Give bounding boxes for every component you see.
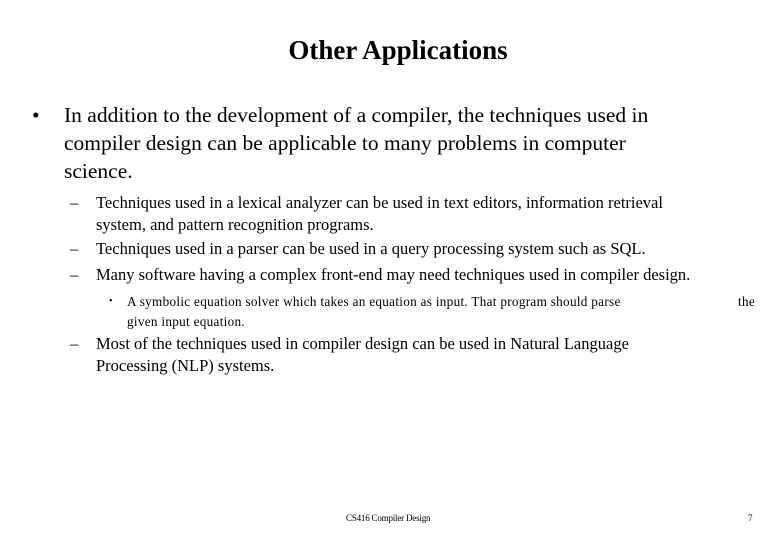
sub-bullet-line: Techniques used in a lexical analyzer can be used in text editors, information retrieval: [96, 193, 663, 212]
dash-icon: –: [70, 193, 79, 212]
sub-bullet-line: Most of the techniques used in compiler design can be used in Natural Language: [96, 334, 629, 353]
sub-bullet-line: Techniques used in a parser can be used in a query processing system such as SQL.: [96, 239, 646, 258]
main-bullet-line: compiler design can be applicable to many problems in computer: [64, 131, 626, 155]
sub-sub-bullet-line: A symbolic equation solver which takes an equation as input. That program should parse: [127, 294, 621, 309]
slide-title: Other Applications: [288, 35, 508, 65]
main-bullet-line: In addition to the development of a compiler, the techniques used in: [64, 103, 649, 127]
dash-icon: –: [70, 265, 79, 284]
page-number: 7: [748, 513, 753, 523]
main-bullet-line: science.: [64, 159, 133, 183]
sub-sub-bullet-tail: the: [738, 294, 756, 309]
dash-icon: –: [70, 239, 79, 258]
sub-sub-bullet-line: given input equation.: [127, 314, 246, 329]
dash-icon: –: [70, 334, 79, 353]
sub-bullet-line: Many software having a complex front-end may need techniques used in compiler design.: [96, 265, 691, 284]
bullet-icon: •: [32, 103, 40, 127]
footer-course-name: CS416 Compiler Design: [346, 513, 431, 523]
bullet-icon: •: [109, 296, 113, 307]
sub-bullet-line: system, and pattern recognition programs.: [96, 215, 374, 234]
sub-bullet-line: Processing (NLP) systems.: [96, 356, 275, 375]
